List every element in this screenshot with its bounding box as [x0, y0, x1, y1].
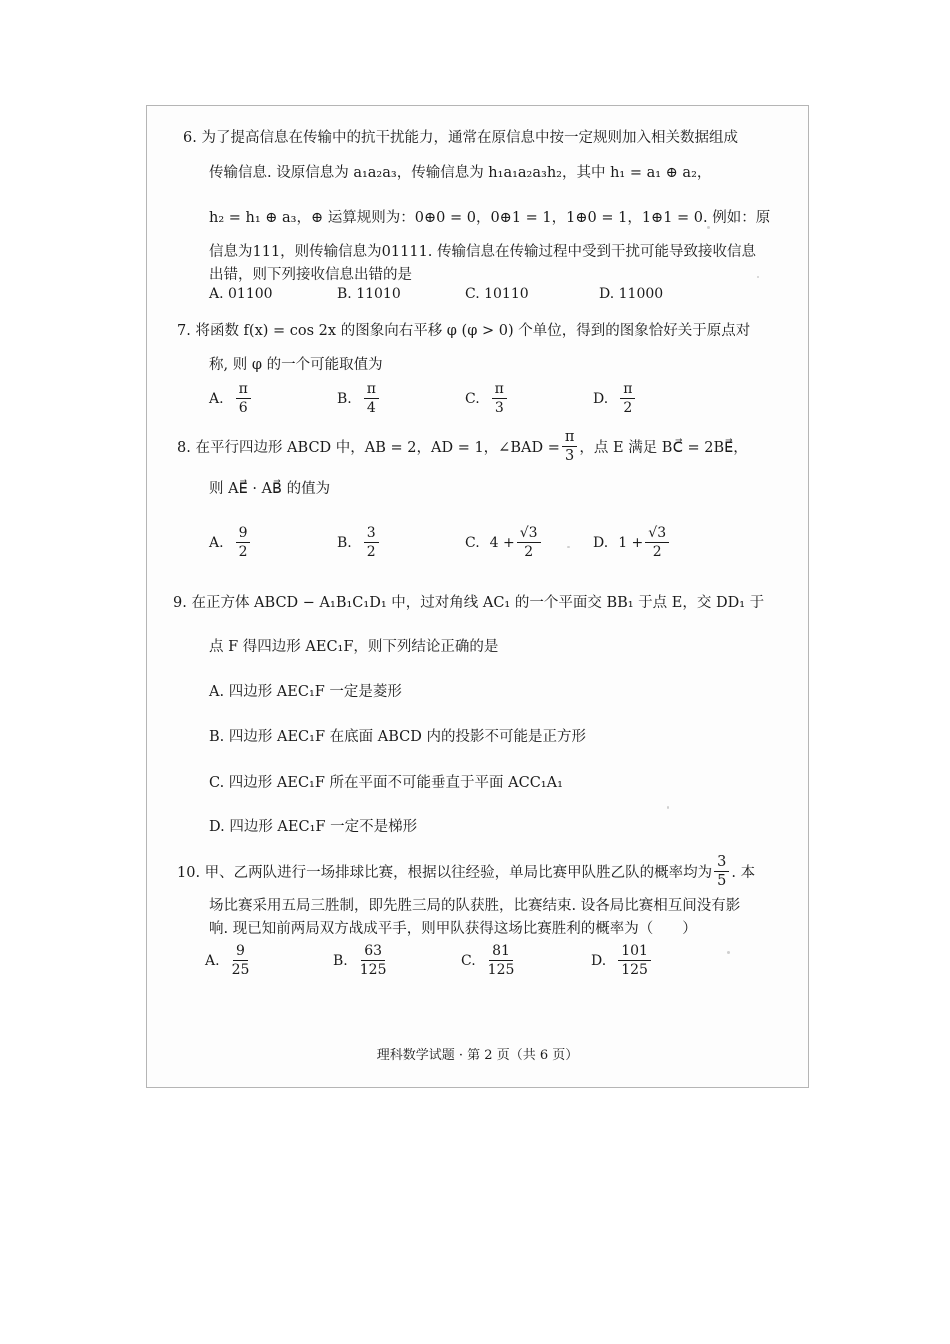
- q8-option-c: [465, 524, 543, 561]
- q10-option-c-den: 125: [487, 962, 515, 978]
- q8-option-b-num: 3: [364, 524, 379, 543]
- q7-option-b: [337, 380, 381, 417]
- q7-option-a-fraction: [236, 380, 251, 417]
- q7-option-d: [593, 380, 637, 417]
- q10-prob-num: 3: [714, 853, 729, 872]
- q8-line1-pre: 8. 在平行四边形 ABCD 中，AB = 2，AD = 1，∠BAD =: [177, 440, 560, 456]
- q8-option-a: [209, 524, 252, 561]
- q8-option-a-num: 9: [236, 524, 251, 543]
- q8-option-b-label: B.: [337, 534, 352, 551]
- q6-option-b: B. 11010: [337, 286, 401, 302]
- q10-option-d-den: 125: [621, 962, 648, 978]
- q10-option-b-label: B.: [333, 952, 348, 969]
- q8-option-d-pre: 1 +: [618, 534, 644, 551]
- q10-option-a-label: A.: [205, 952, 220, 969]
- q10-option-c-fraction: [488, 942, 515, 979]
- q8-option-a-label: A.: [209, 534, 224, 551]
- q10-option-d-fraction: [618, 942, 651, 979]
- q10-option-c-num: 81: [489, 942, 513, 961]
- q10-line2: 场比赛采用五局三胜制，即先胜三局的队获胜，比赛结束. 设各局比赛相互间没有影: [209, 898, 741, 914]
- q8-option-c-fraction: [517, 524, 541, 561]
- scan-speck: [707, 226, 710, 229]
- q7-option-b-fraction: [364, 380, 379, 417]
- scan-speck: [567, 546, 570, 548]
- q7-option-d-num: π: [620, 380, 635, 399]
- q8-line1-post: ，点 E 满足 BC⃗ = 2BE⃗，: [579, 440, 748, 456]
- q9-option-a: A. 四边形 AEC₁F 一定是菱形: [209, 684, 402, 700]
- q7-option-c-num: π: [492, 380, 507, 399]
- scan-speck: [727, 951, 730, 954]
- q7-option-c-label: C.: [465, 390, 480, 407]
- q10-option-b: [333, 942, 388, 979]
- q8-option-d-den: 2: [652, 544, 662, 560]
- q10-option-c: [461, 942, 516, 979]
- q10-option-b-num: 63: [361, 942, 385, 961]
- q10-option-a-den: 25: [231, 962, 250, 978]
- q7-option-b-num: π: [364, 380, 379, 399]
- q7-option-a: [209, 380, 253, 417]
- q10-line1: [177, 853, 755, 890]
- q7-option-d-fraction: [620, 380, 635, 417]
- q10-option-c-label: C.: [461, 952, 476, 969]
- q6-line3: h₂ = h₁ ⊕ a₃，⊕ 运算规则为：0⊕0 = 0，0⊕1 = 1，1⊕0 = 1，1⊕1 = 0. 例如：原: [209, 210, 771, 226]
- q7-option-b-label: B.: [337, 390, 352, 407]
- exam-page: [146, 105, 809, 1088]
- q6-line2: 传输信息. 设原信息为 a₁a₂a₃，传输信息为 h₁a₁a₂a₃h₂，其中 h₁ = a₁ ⊕ a₂，: [209, 165, 712, 181]
- q9-option-d: D. 四边形 AEC₁F 一定不是梯形: [209, 819, 418, 835]
- q10-option-a-num: 9: [233, 942, 248, 961]
- q6-line4: 信息为111，则传输信息为01111. 传输信息在传输过程中受到干扰可能导致接收信息: [209, 244, 757, 260]
- q10-option-a: [205, 942, 251, 979]
- q7-option-c-fraction: [492, 380, 507, 417]
- q8-option-a-fraction: [236, 524, 251, 561]
- q10-option-d-label: D.: [591, 952, 607, 969]
- q8-option-d-num: √3: [645, 524, 669, 543]
- q7-option-d-den: 2: [623, 400, 633, 416]
- q8-option-d: [593, 524, 671, 561]
- scan-speck: [667, 806, 669, 809]
- q7-option-a-den: 6: [238, 400, 248, 416]
- q8-angle-den: 3: [565, 448, 575, 464]
- q8-angle-fraction: [562, 428, 578, 465]
- q10-line1-post: . 本: [731, 865, 756, 881]
- q10-option-d-num: 101: [618, 942, 651, 961]
- q10-option-b-fraction: [360, 942, 387, 979]
- q7-line2: 称, 则 φ 的一个可能取值为: [209, 357, 383, 373]
- q7-option-b-den: 4: [366, 400, 376, 416]
- q9-option-b: B. 四边形 AEC₁F 在底面 ABCD 内的投影不可能是正方形: [209, 729, 586, 745]
- q8-option-b-den: 2: [366, 544, 376, 560]
- scan-speck: [757, 276, 759, 278]
- page-footer: 理科数学试题 · 第 2 页（共 6 页）: [376, 1048, 579, 1063]
- q7-option-a-label: A.: [209, 390, 224, 407]
- q10-line3: 响. 现已知前两局双方战成平手，则甲队获得这场比赛胜利的概率为（ ）: [209, 921, 697, 937]
- q6-option-a: A. 01100: [209, 286, 273, 302]
- q7-line1: 7. 将函数 f(x) = cos 2x 的图象向右平移 φ (φ > 0) 个单位，得到的图象恰好关于原点对: [177, 323, 751, 339]
- q7-option-d-label: D.: [593, 390, 609, 407]
- q10-option-b-den: 125: [359, 962, 387, 978]
- q9-option-c: C. 四边形 AEC₁F 所在平面不可能垂直于平面 ACC₁A₁: [209, 775, 563, 791]
- q8-option-c-pre: 4 +: [489, 534, 515, 551]
- q6-line5: 出错，则下列接收信息出错的是: [209, 267, 412, 283]
- q10-option-d: [591, 942, 653, 979]
- q8-option-d-fraction: [645, 524, 669, 561]
- q8-option-a-den: 2: [238, 544, 248, 560]
- q8-angle-num: π: [562, 428, 578, 447]
- q8-option-d-label: D.: [593, 534, 609, 551]
- q8-option-b: [337, 524, 381, 561]
- q6-line1: 6. 为了提高信息在传输中的抗干扰能力，通常在原信息中按一定规则加入相关数据组成: [183, 130, 738, 146]
- q8-option-c-num: √3: [517, 524, 541, 543]
- q10-line1-pre: 10. 甲、乙两队进行一场排球比赛，根据以往经验，单局比赛甲队胜乙队的概率均为: [177, 865, 713, 881]
- q10-prob-den: 5: [717, 873, 727, 889]
- q8-option-c-den: 2: [524, 544, 534, 560]
- q7-option-a-num: π: [236, 380, 251, 399]
- q9-line2: 点 F 得四边形 AEC₁F，则下列结论正确的是: [209, 639, 499, 655]
- q8-line1: [177, 428, 748, 465]
- q8-option-b-fraction: [364, 524, 379, 561]
- q9-line1: 9. 在正方体 ABCD − A₁B₁C₁D₁ 中，过对角线 AC₁ 的一个平面交 BB₁ 于点 E，交 DD₁ 于: [173, 595, 765, 611]
- q8-line2: 则 AE⃗ · AB⃗ 的值为: [209, 481, 331, 497]
- q7-option-c: [465, 380, 509, 417]
- q7-option-c-den: 3: [494, 400, 504, 416]
- q6-option-d: D. 11000: [599, 286, 664, 302]
- q10-option-a-fraction: [232, 942, 250, 979]
- q8-option-c-label: C.: [465, 534, 480, 551]
- q10-prob-fraction: [714, 853, 729, 890]
- q6-option-c: C. 10110: [465, 286, 529, 302]
